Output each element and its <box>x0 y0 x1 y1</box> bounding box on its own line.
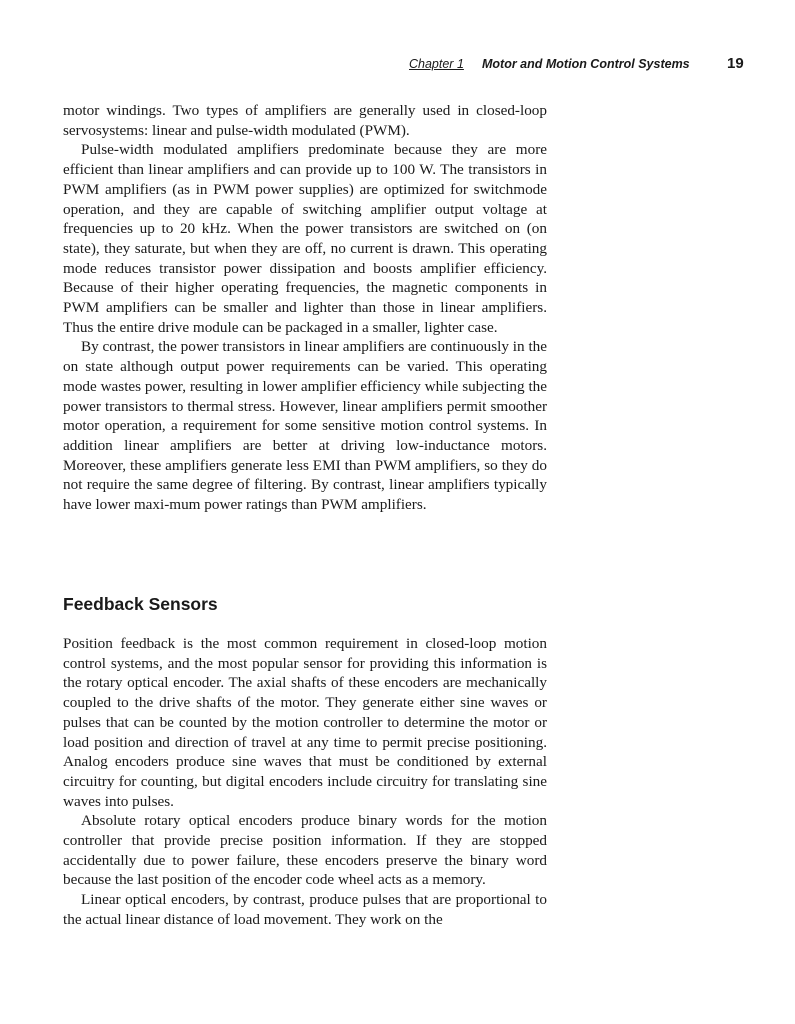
running-head <box>0 55 795 75</box>
chapter-title: Motor and Motion Control Systems <box>482 57 690 71</box>
body-text-block <box>63 101 547 515</box>
paragraph: Position feedback is the most common requirement in closed-loop motion control systems, and the most popular sensor for providing this information is the rotary optical encoder. The axial shafts of these encoders are mechanically coupled to the drive shafts of the motor. They generate either sine waves or pulses that can be counted by the motion controller to determine the motor or load position and direction of travel at any time to permit precise positioning. Analog encoders produce sine waves that must be conditioned by external circuitry for counting, but digital encoders include circuitry for translating sine waves into pulses. <box>63 635 547 810</box>
paragraph: Linear optical encoders, by contrast, produce pulses that are proportional to the actual linear distance of load movement. They work on the <box>63 891 547 928</box>
body-text-block <box>63 634 547 930</box>
chapter-label: Chapter 1 <box>409 57 464 71</box>
paragraph: Pulse-width modulated amplifiers predominate because they are more efficient than linear amplifiers and can provide up to 100 W. The transistors in PWM amplifiers (as in PWM power supplies) are optimized for switchmode operation, and they are capable of switching amplifier output voltage at frequencies up to 20 kHz. When the power transistors are switched on (on state), they saturate, but when they are off, no current is drawn. This operating mode reduces transistor power dissipation and boosts amplifier efficiency. Because of their higher operating frequencies, the magnetic components in PWM amplifiers can be smaller and lighter than those in linear amplifiers. Thus the entire drive module can be packaged in a smaller, lighter case. <box>63 141 547 336</box>
paragraph: By contrast, the power transistors in linear amplifiers are continuously in the on state although output power requirements can be varied. This operating mode wastes power, resulting in lower amplifier efficiency while subjecting the power transistors to thermal stress. However, linear amplifiers permit smoother motor operation, a requirement for some sensitive motion control systems. In addition linear amplifiers are better at driving low-inductance motors. Moreover, these amplifiers generate less EMI than PWM amplifiers, so they do not require the same degree of filtering. By contrast, linear amplifiers typically have lower maxi-mum power ratings than PWM amplifiers. <box>63 338 547 514</box>
paragraph: motor windings. Two types of amplifiers are generally used in closed-loop servosystems: linear and pulse-width modulated (PWM). <box>63 102 547 139</box>
page-number: 19 <box>727 55 744 72</box>
paragraph: Absolute rotary optical encoders produce binary words for the motion controller that provide precise position information. If they are stopped accidentally due to power failure, these encoders preserve the binary word because the last position of the encoder code wheel acts as a memory. <box>63 812 547 889</box>
section-heading: Feedback Sensors <box>63 594 218 614</box>
